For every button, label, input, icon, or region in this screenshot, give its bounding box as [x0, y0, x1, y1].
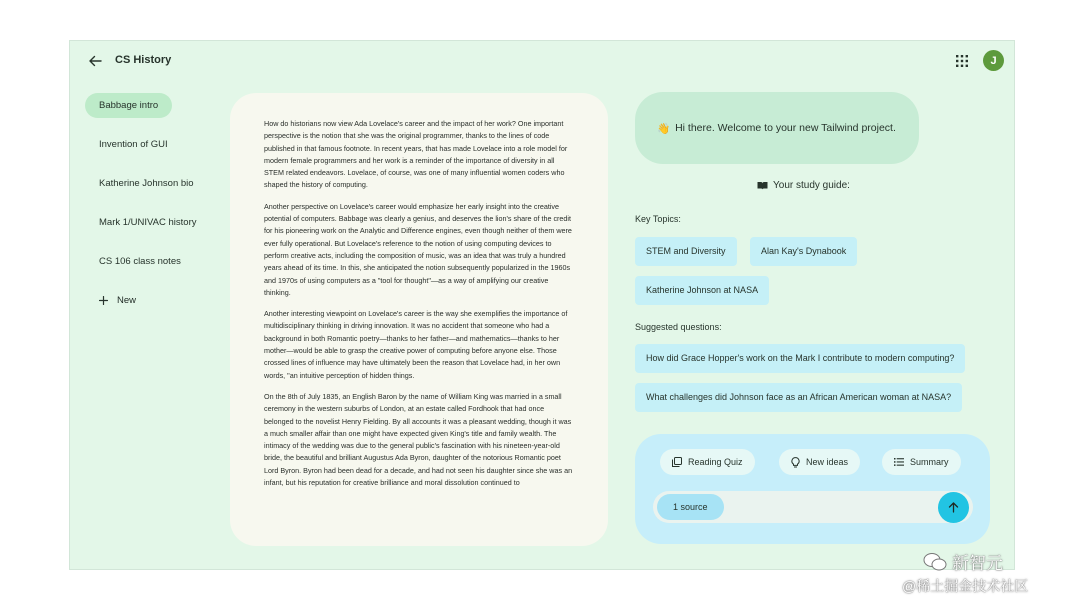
- reading-quiz-label: Reading Quiz: [688, 457, 743, 467]
- composer-panel: [635, 434, 990, 544]
- sidebar-item-mark1-univac-history[interactable]: Mark 1/UNIVAC history: [99, 217, 197, 228]
- apps-button[interactable]: [952, 51, 972, 71]
- question-chip-grace-hopper[interactable]: How did Grace Hopper's work on the Mark I contribute to modern computing?: [635, 344, 965, 373]
- quiz-icon: [672, 457, 682, 467]
- book-icon: [757, 181, 768, 190]
- study-guide-label: Your study guide:: [773, 180, 850, 191]
- page-title: CS History: [115, 54, 172, 66]
- sidebar-item-cs106-class-notes[interactable]: CS 106 class notes: [99, 256, 181, 267]
- source-chip[interactable]: 1 source: [657, 494, 724, 520]
- sidebar-item-katherine-johnson-bio[interactable]: Katherine Johnson bio: [99, 178, 194, 189]
- suggested-questions-label: Suggested questions:: [635, 322, 722, 332]
- document-paragraph: On the 8th of July 1835, an English Baron by the name of William King was married in a small ceremony in the western suburbs of London, at an estate called Fordhook that had once belonged to the novelist Henry Fielding. By all accounts it was a pleasant wedding, though it was a much smaller affair than one might have expected given King's title and family wealth. The intimacy of the wedding was due to the general public's fascination with his nineteen-year-old bride, the beautiful and brilliant Augustus Ada Byron, daughter of the notorious Romantic poet Lord Byron. Byron had been dead for a decade, and had not seen his daughter since she was an infant, but his reputation for creative brilliance and moral dissolution continued to: [264, 391, 573, 488]
- arrow-back-icon: [88, 54, 102, 68]
- arrow-up-icon: [948, 502, 959, 513]
- document-panel[interactable]: [230, 93, 608, 546]
- document-paragraph: How do historians now view Ada Lovelace's career and the impact of her work? One important perspective is the notion that she was the original programmer, thanks to the lines of code published in that famous footnote. In recent years, that has made Lovelace into a role model for modern female programmers and her work is a reminder of the importance of diversity in all STEM related endeavors. Lovelace, of course, was one of many influential women coders who shaped the history of computing.: [264, 119, 568, 190]
- watermark-community: @稀土掘金技术社区: [902, 578, 1029, 594]
- topic-chip-dynabook[interactable]: Alan Kay's Dynabook: [750, 237, 857, 266]
- apps-grid-icon: [956, 55, 968, 67]
- avatar[interactable]: J: [983, 50, 1004, 71]
- list-icon: [894, 458, 904, 466]
- watermark-brand-text: 新智元: [952, 554, 1003, 573]
- sidebar: [85, 93, 235, 313]
- prompt-input[interactable]: [653, 491, 973, 523]
- welcome-message: Hi there. Welcome to your new Tailwind project.: [675, 122, 896, 134]
- lightbulb-icon: [791, 457, 800, 468]
- question-chip-johnson-nasa[interactable]: What challenges did Johnson face as an African American woman at NASA?: [635, 383, 962, 412]
- wave-emoji: 👋: [657, 122, 671, 135]
- back-button[interactable]: [84, 50, 106, 72]
- sidebar-item-babbage-intro[interactable]: Babbage intro: [85, 93, 172, 118]
- welcome-bubble: [635, 92, 919, 164]
- send-button[interactable]: [938, 492, 969, 523]
- document-paragraph: Another perspective on Lovelace's career would emphasize her early insight into the creative potential of computers. Babbage was clearly a genius, and deserves the lion's share of the credit for his pioneering work on the Analytic and Difference engines, even though neither of them were ever fully operational. But Lovelace's reference to the notion of using computing devices to perform creative acts, including the composition of music, was an idea that was truly a hundred years ahead of its time. In this, she anticipated the notion subsequently popularized in the 1960s and 1970s of using computers as a "tool for thought"—as a way of amplifying our creative thinking.: [264, 201, 572, 297]
- plus-icon: [99, 296, 108, 305]
- sidebar-item-invention-of-gui[interactable]: Invention of GUI: [99, 139, 168, 150]
- summary-button[interactable]: [882, 449, 961, 475]
- new-note-label: New: [117, 295, 137, 306]
- summary-label: Summary: [910, 457, 949, 467]
- key-topics-label: Key Topics:: [635, 214, 681, 224]
- top-bar: [70, 41, 1014, 81]
- document-paragraph: Another interesting viewpoint on Lovelace's career is the way she exemplifies the importance of multidisciplinary thinking in driving innovation. It was no accident that someone who had a background in both Romantic poetry—thanks to her father—and mathematics—thanks to her mother—would be able to grasp the creative power of computing before anyone else. Those crossed lines of influence may have ultimately been the reason that Lovelace had, in her own words, "an intuitive perception of hidden things.: [264, 309, 568, 380]
- reading-quiz-button[interactable]: [660, 449, 755, 475]
- watermark-brand: [923, 549, 1003, 574]
- app-window: [69, 40, 1015, 570]
- new-note-button[interactable]: [85, 288, 235, 313]
- topic-chip-katherine-johnson[interactable]: Katherine Johnson at NASA: [635, 276, 769, 305]
- topic-chip-stem-diversity[interactable]: STEM and Diversity: [635, 237, 737, 266]
- wechat-icon: [923, 552, 947, 572]
- study-guide-title: [757, 180, 850, 191]
- new-ideas-button[interactable]: [779, 449, 860, 475]
- new-ideas-label: New ideas: [806, 457, 849, 467]
